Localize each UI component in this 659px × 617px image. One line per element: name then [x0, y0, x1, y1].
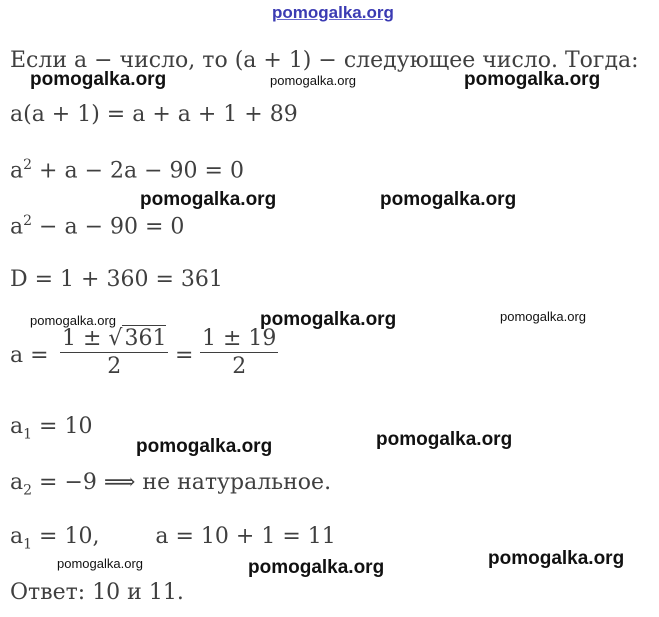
answer-text: Ответ: 10 и 11. — [10, 580, 184, 605]
watermark: pomogalka.org — [464, 69, 601, 90]
equation-4-discriminant: D = 1 + 360 = 361 — [10, 267, 223, 292]
equation-1: a(a + 1) = a + a + 1 + 89 — [10, 102, 298, 127]
eq2-exponent: 2 — [23, 157, 33, 173]
eq3-rest: − a − 90 = 0 — [32, 214, 185, 240]
final-values: $a_1 = 10$, a = 10 + 1 = 11 — [10, 524, 336, 553]
sqrt-radicand: 361 — [124, 326, 167, 351]
watermark: pomogalka.org — [30, 313, 116, 328]
watermark: pomogalka.org — [248, 557, 385, 578]
a2-subscript: 2 — [23, 482, 33, 499]
watermark: pomogalka.org — [376, 429, 513, 450]
eq5-fraction-1-denominator: 2 — [107, 354, 122, 380]
eq3-var: a — [10, 214, 24, 240]
eq2-rest: + a − 2a − 90 = 0 — [32, 158, 244, 184]
watermark: pomogalka.org — [500, 309, 586, 324]
eq5-fraction-2-numerator: 1 ± 19 — [200, 326, 278, 353]
watermark: pomogalka.org — [30, 69, 167, 90]
eq5-fraction-2-denominator: 2 — [232, 354, 247, 380]
eq2-var: a — [10, 158, 24, 184]
watermark: pomogalka.org — [380, 189, 517, 210]
watermark: pomogalka.org — [57, 556, 143, 571]
eq5-fraction-1-numerator: 1 ± √361 — [60, 326, 168, 353]
eq5-equals: = — [175, 343, 194, 368]
equation-3 — [10, 214, 184, 238]
watermark-top-link[interactable]: pomogalka.org — [272, 3, 394, 22]
eq3-exponent: 2 — [23, 213, 33, 229]
equation-2 — [10, 158, 244, 182]
a1-subscript: 1 — [23, 426, 33, 443]
eq5-fraction-2 — [200, 326, 278, 382]
eq5-lhs: a = — [10, 343, 49, 368]
watermark: pomogalka.org — [488, 548, 625, 569]
intro-text: Если a − число, то (a + 1) − следующее число. Тогда: — [10, 48, 639, 73]
final-subscript: 1 — [23, 536, 33, 553]
watermark: pomogalka.org — [260, 309, 397, 330]
root-a1: $a_1 = 10$ — [10, 414, 93, 443]
root-a2: $a_2 = -9$ ⟹ не натуральное. — [10, 470, 332, 499]
watermark: pomogalka.org — [136, 436, 273, 457]
eq5-fraction-1 — [60, 326, 168, 382]
watermark: pomogalka.org — [140, 189, 277, 210]
watermark: pomogalka.org — [270, 73, 356, 88]
